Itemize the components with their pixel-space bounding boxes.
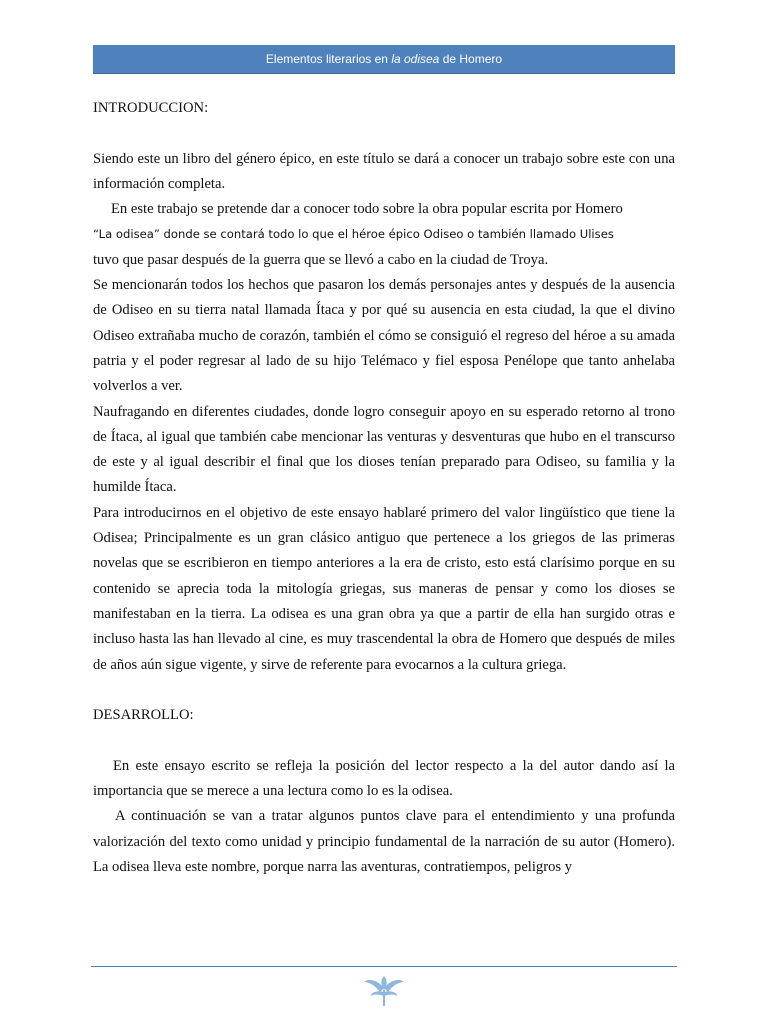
spacer — [93, 728, 675, 753]
paragraph-indented: A continuación se van a tratar algunos puntos clave para el entendimiento y una profunda valorización del texto como unidad y principio fundamental de la narración de su autor (Homero). La odisea lleva este nombre, porque narra las aventuras, contratiempos, peligros y — [93, 808, 675, 875]
document-body — [93, 96, 675, 880]
paragraph-indented: En este ensayo escrito se refleja la posición del lector respecto a la del autor dando así la importancia que se merece a una lectura como lo es la odisea. — [93, 757, 675, 800]
document-header-bar — [93, 45, 675, 74]
spacer — [93, 121, 675, 146]
header-title-pre: Elementos literarios en — [265, 52, 392, 66]
header-title-post: de Homero — [439, 52, 503, 66]
paragraph: Siendo este un libro del género épico, en este título se dará a conocer un trabajo sobre este con una información completa. — [93, 150, 675, 192]
paragraph-line-alt-font — [93, 222, 675, 247]
header-title — [266, 52, 502, 66]
section-heading-introduccion: INTRODUCCION: — [93, 100, 209, 116]
spacer — [93, 678, 675, 703]
header-title-italic: la odisea — [391, 52, 440, 66]
paragraph: Se mencionarán todos los hechos que pasaron los demás personajes antes y después de la ausencia de Odiseo en su tierra natal llamada Ítaca y por qué su ausencia en esta ciudad, la que el divino Odiseo extrañaba mucho de corazón, también el cómo se consiguió el regreso del héroe a su amada patria y el poder regresar al lado de su hijo Telémaco y fiel esposa Penélope que tanto anhelaba volverlos a ver. — [93, 277, 675, 395]
paragraph-line: tuvo que pasar después de la guerra que se llevó a cabo en la ciudad de Troya. — [93, 251, 549, 268]
paragraph-line: “La odisea” donde se contará todo lo que el héroe épico Odiseo o también llamado Ulises — [93, 227, 614, 242]
paragraph: Naufragando en diferentes ciudades, donde logro conseguir apoyo en su esperado retorno al trono de Ítaca, al igual que también cabe mencionar las venturas y desventuras que hubo en el transcurso de este y al igual describir el final que los dioses tenían preparado para Odiseo, su familia y la humilde Ítaca. — [93, 403, 675, 496]
paragraph-indented — [93, 197, 675, 222]
paragraph: Para introducirnos en el objetivo de este ensayo hablaré primero del valor lingüístico que tiene la Odisea; Principalmente es un gran clásico antiguo que pertenece a los griegos de las primeras novelas que se escribieron en tiempo anteriores a la era de cristo, esto está clarísimo porque en su contenido se aprecia toda la mitología griegas, sus maneras de pensar y como los dioses se manifestaban en la tierra. La odisea es una gran obra ya que a partir de ella han surgido otras e incluso hasta las han llevado al cine, es muy trascendental la obra de Homero que después de miles de años aún sigue vigente, y sirve de referente para evocarnos a la cultura griega. — [93, 504, 675, 673]
fleur-ornament-icon — [360, 972, 408, 1008]
footer-divider — [91, 966, 677, 967]
section-heading-desarrollo: DESARROLLO: — [93, 707, 194, 724]
paragraph-line: En este trabajo se pretende dar a conocer todo sobre la obra popular escrita por Homero — [111, 201, 623, 218]
